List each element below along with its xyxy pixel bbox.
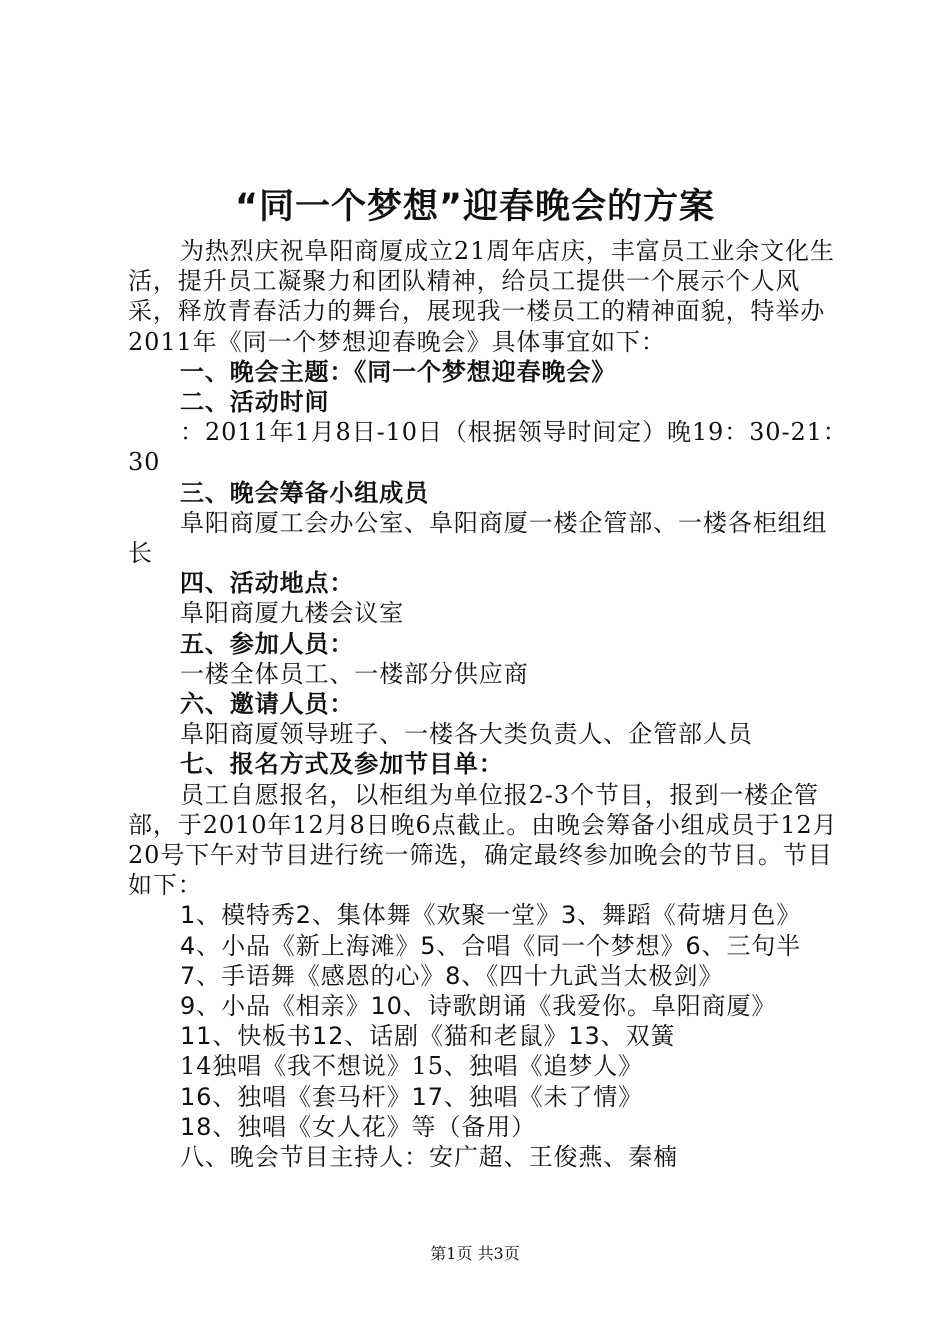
venue-text: 阜阳商厦九楼会议室 — [180, 599, 405, 628]
program-line: 7、手语舞《感恩的心》8、《四十九武当太极剑》 — [180, 961, 724, 990]
invited-heading: 六、邀请人员： — [180, 690, 355, 719]
program-line: 1、模特秀2、集体舞《欢聚一堂》3、舞蹈《荷塘月色》 — [180, 901, 802, 930]
program-line: 16、独唱《套马杆》17、独唱《未了情》 — [180, 1082, 644, 1111]
signup-text: 员工自愿报名，以柜组为单位报2-3个节目，报到一楼企管部，于2010年12月8日晚6点截止。由晚会筹备小组成员于12月20号下午对节目进行统一筛选，确定最终参加晚会的节目。节目如下： — [128, 780, 838, 900]
program-line: 4、小品《新上海滩》5、合唱《同一个梦想》6、三句半 — [180, 931, 802, 960]
signup-heading: 七、报名方式及参加节目单： — [180, 750, 504, 779]
hosts-line: 八、晚会节目主持人：安广超、王俊燕、秦楠 — [180, 1143, 678, 1172]
document-title: “同一个梦想”迎春晚会的方案 — [234, 187, 715, 227]
invited-text: 阜阳商厦领导班子、一楼各大类负责人、企管部人员 — [180, 720, 753, 749]
program-line: 18、独唱《女人花》等（备用） — [180, 1112, 537, 1141]
committee-heading: 三、晚会筹备小组成员 — [180, 478, 429, 507]
venue-heading: 四、活动地点： — [180, 569, 355, 598]
participants-heading: 五、参加人员： — [180, 629, 355, 658]
program-line: 14独唱《我不想说》15、独唱《追梦人》 — [180, 1052, 644, 1081]
program-line: 9、小品《相亲》10、诗歌朗诵《我爱你。阜阳商厦》 — [180, 992, 777, 1021]
committee-text: 阜阳商厦工会办公室、阜阳商厦一楼企管部、一楼各柜组组长 — [128, 508, 828, 568]
program-line: 11、快板书12、话剧《猫和老鼠》13、双簧 — [180, 1022, 676, 1051]
time-heading: 二、活动时间 — [180, 388, 330, 417]
intro-paragraph: 为热烈庆祝阜阳商厦成立21周年店庆，丰富员工业余文化生活，提升员工凝聚力和团队精神，给员工提供一个展示个人风采，释放青春活力的舞台，展现我一楼员工的精神面貌，特举办2011年《同一个梦想迎春晚会》具体事宜如下： — [128, 237, 835, 356]
time-text: ：2011年1月8日-10日（根据领导时间定）晚19：30-21：30 — [128, 418, 848, 477]
document-body — [128, 236, 848, 1172]
page-footer: 第1页 共3页 — [430, 1244, 520, 1263]
participants-text: 一楼全体员工、一楼部分供应商 — [180, 659, 529, 688]
theme-heading: 一、晚会主题：《同一个梦想迎春晚会》 — [180, 357, 617, 386]
